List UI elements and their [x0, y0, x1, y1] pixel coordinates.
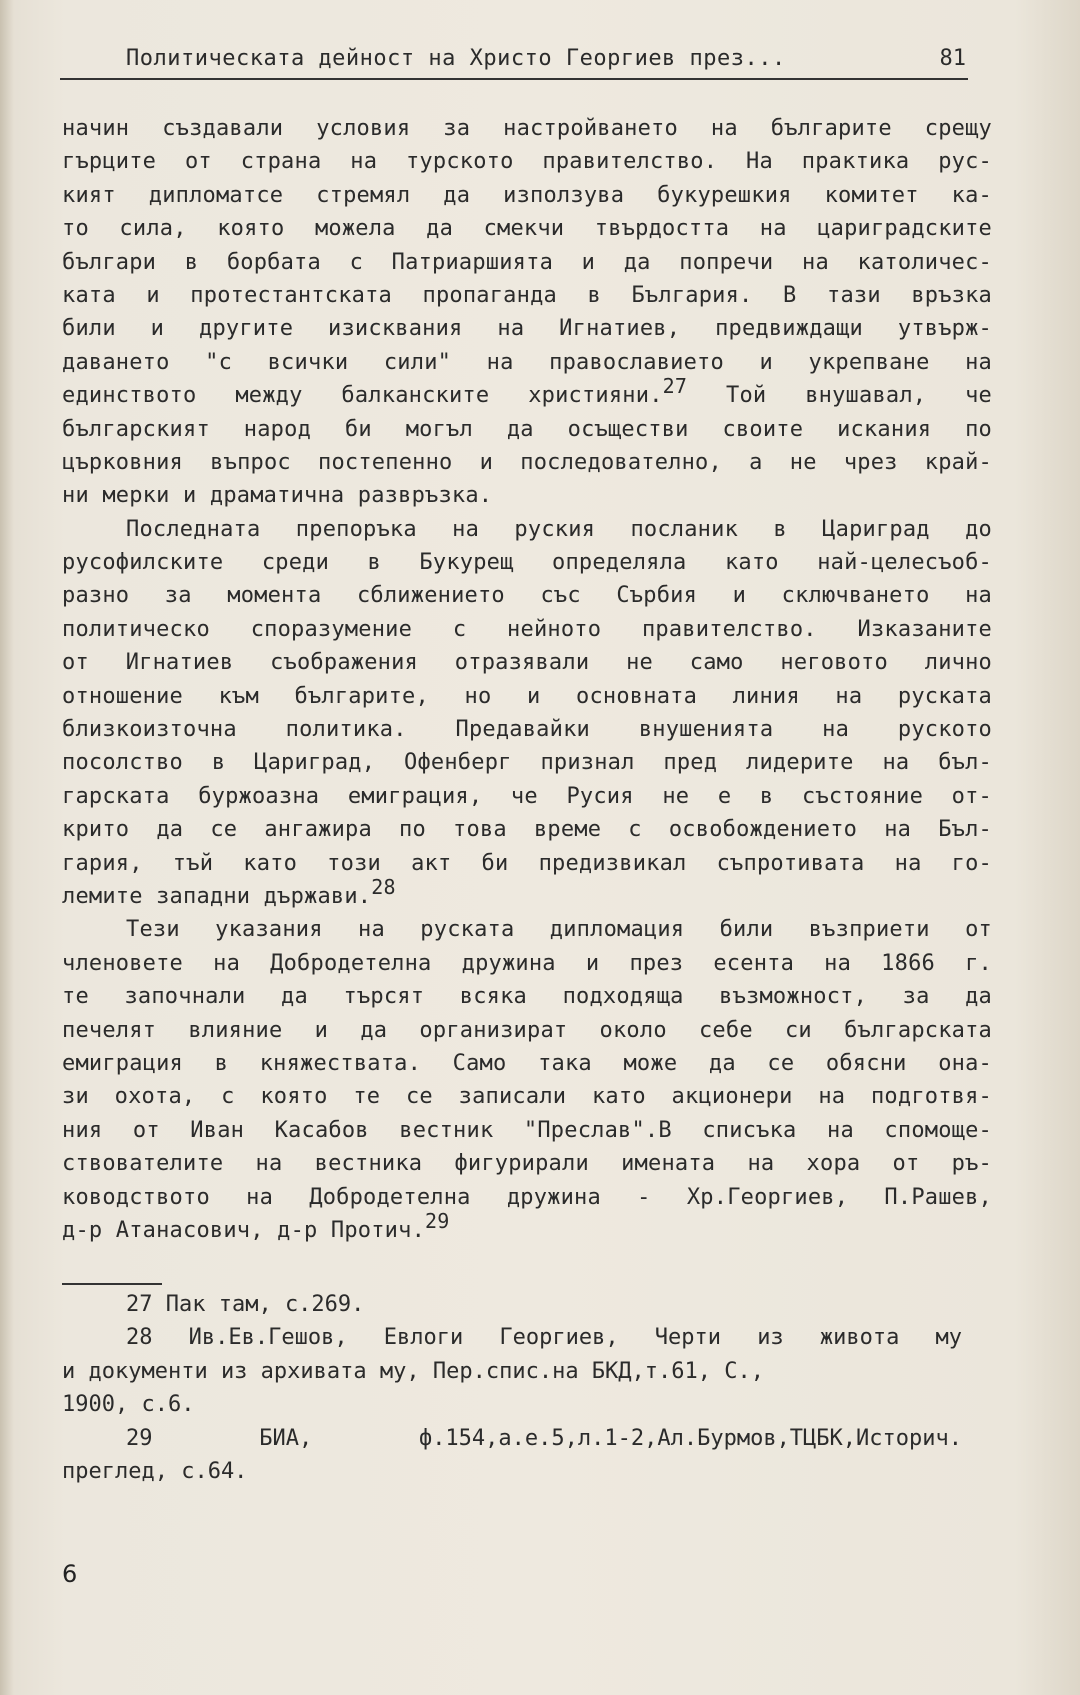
- note-line-text: 27 Пак там, с.269.: [126, 1292, 365, 1317]
- running-head: Политическата дейност на Христо Георгиев през...: [126, 46, 786, 71]
- text-line-text: гария, тъй като този акт би предизвикал съпротивата на го-: [62, 850, 992, 876]
- text-line: [62, 980, 992, 1013]
- text-line-text: единството между балканските християни.: [62, 383, 663, 409]
- text-line: [62, 546, 992, 579]
- text-line-text: крито да се ангажира по това време с освобождението на Бъл-: [62, 817, 992, 843]
- note-line: [62, 1388, 962, 1421]
- text-line: [62, 1208, 992, 1247]
- text-line-text: от Игнатиев съображения отразявали не само неговото лично: [62, 650, 992, 676]
- note-line: [62, 1288, 962, 1321]
- text-line: [62, 312, 992, 345]
- text-line: [62, 847, 992, 880]
- note-line-text: 29 БИА, ф.154,а.е.5,л.1-2,Ал.Бурмов,ТЦБК,Историч.: [126, 1425, 962, 1451]
- text-line-text: лемите западни държави.: [62, 883, 372, 909]
- text-line-text: ката и протестантската пропаганда в България. В тази връзка: [62, 282, 992, 308]
- text-line: [62, 713, 992, 746]
- text-line-text: отношение към българите, но и основната линия на руската: [62, 683, 992, 709]
- text-line-text: българският народ би могъл да осъществи своите искания по: [62, 416, 992, 442]
- note-line-text: 28 Ив.Ев.Гешов, Евлоги Георгиев, Черти из живота му: [126, 1325, 962, 1351]
- text-line: [62, 145, 992, 178]
- page-number: 81: [939, 46, 966, 71]
- note-line: [62, 1422, 962, 1455]
- footnote-separator: [62, 1283, 162, 1285]
- footnote-reference[interactable]: 28: [371, 874, 396, 899]
- text-line-text: близкоизточна политика. Предавайки внушенията на руското: [62, 717, 992, 743]
- text-line: [62, 446, 992, 479]
- text-line: [62, 680, 992, 713]
- text-line: [62, 813, 992, 846]
- text-line: [62, 746, 992, 779]
- text-line-text: членовете на Добродетелна дружина и през есента на 1866 г.: [62, 950, 992, 976]
- text-line: [62, 112, 992, 145]
- text-line-text: то сила, която можела да смекчи твърдостта на цариградските: [62, 216, 992, 242]
- text-line-text: гърците от страна на турското правителство. На практика рус-: [62, 149, 992, 175]
- text-line-text: кият дипломатсе стремял да използува букурешкия комитет ка-: [62, 182, 992, 208]
- text-line: [62, 1047, 992, 1080]
- text-line-text: ни мерки и драматична развръзка.: [62, 483, 493, 509]
- text-line-text: ствователите на вестника фигурирали имената на хора от ръ-: [62, 1151, 992, 1177]
- text-line-text: ния от Иван Касабов вестник "Преслав".В списъка на спомоще-: [62, 1117, 992, 1143]
- text-line-text: разно за момента сближението със Сърбия и сключването на: [62, 583, 992, 609]
- text-line-text: емиграция в княжествата. Само така може да се обясни она-: [62, 1050, 992, 1076]
- text-line-text: зи охота, с която те се записали като акционери на подготвя-: [62, 1084, 992, 1110]
- note-line-text: 1900, с.6.: [62, 1392, 195, 1418]
- text-line: [62, 646, 992, 679]
- text-line: [62, 1014, 992, 1047]
- text-line-text: д-р Атанасович, д-р Протич.: [62, 1217, 426, 1243]
- text-line: [62, 513, 992, 546]
- text-line: [62, 1114, 992, 1147]
- note-line: [62, 1455, 962, 1488]
- text-line: [62, 780, 992, 813]
- text-line: [62, 613, 992, 646]
- text-line-text: гарската буржоазна емиграция, че Русия не е в състояние от-: [62, 783, 992, 809]
- text-line: [62, 874, 992, 913]
- text-line-text: ководството на Добродетелна дружина - Хр.Георгиев, П.Рашев,: [62, 1184, 992, 1210]
- text-line-text: били и другите изисквания на Игнатиев, предвиждащи утвърж-: [62, 316, 992, 342]
- page-header: [60, 44, 968, 80]
- main-text: [62, 112, 992, 1247]
- text-line-text: посолство в Цариград, Офенберг признал пред лидерите на бъл-: [62, 750, 992, 776]
- note-line: [62, 1321, 962, 1354]
- text-line: [62, 279, 992, 312]
- text-line-text-after: Той внушавал, че: [687, 383, 992, 409]
- text-line: [62, 1147, 992, 1180]
- note-line: [62, 1355, 962, 1388]
- text-line: [62, 947, 992, 980]
- text-line-text: българи в борбата с Патриаршията и да попречи на католичес-: [62, 249, 992, 275]
- text-line-text: политическо споразумение с нейното правителство. Изказаните: [62, 616, 992, 642]
- text-line: [62, 246, 992, 279]
- signature-mark: 6: [62, 1560, 78, 1588]
- text-line: [62, 212, 992, 245]
- text-line-text: печелят влияние и да организират около себе си българската: [62, 1017, 992, 1043]
- text-line: [62, 413, 992, 446]
- book-spine-shadow: [0, 0, 14, 1695]
- text-line: [62, 479, 992, 512]
- text-line-text: църковния въпрос постепенно и последователно, а не чрез край-: [62, 449, 992, 475]
- text-line-text: Тези указания на руската дипломация били възприети от: [126, 917, 992, 943]
- text-line-text: Последната препоръка на руския посланик в Цариград до: [126, 516, 992, 542]
- footnote-reference[interactable]: 27: [662, 374, 688, 399]
- text-line-text: русофилските среди в Букурещ определяла като най-целесъоб-: [62, 550, 992, 576]
- text-line-text: начин създавали условия за настройването на българите срещу: [62, 116, 992, 141]
- text-line-text: те започнали да търсят всяка подходяща възможност, за да: [62, 984, 992, 1010]
- footnote-reference[interactable]: 29: [425, 1208, 450, 1233]
- note-line-text: преглед, с.64.: [62, 1458, 248, 1484]
- text-line: [62, 579, 992, 612]
- text-line: [62, 913, 992, 946]
- text-line: [62, 179, 992, 212]
- text-line-text: даването "с всички сили" на православието и укрепване на: [62, 349, 992, 375]
- text-line: [62, 346, 992, 379]
- note-line-text: и документи из архивата му, Пер.спис.на БКД,т.61, С.,: [62, 1358, 764, 1384]
- text-line: [62, 1181, 992, 1214]
- text-line: [62, 1080, 992, 1113]
- text-line: [62, 374, 992, 412]
- footnotes: [62, 1288, 962, 1488]
